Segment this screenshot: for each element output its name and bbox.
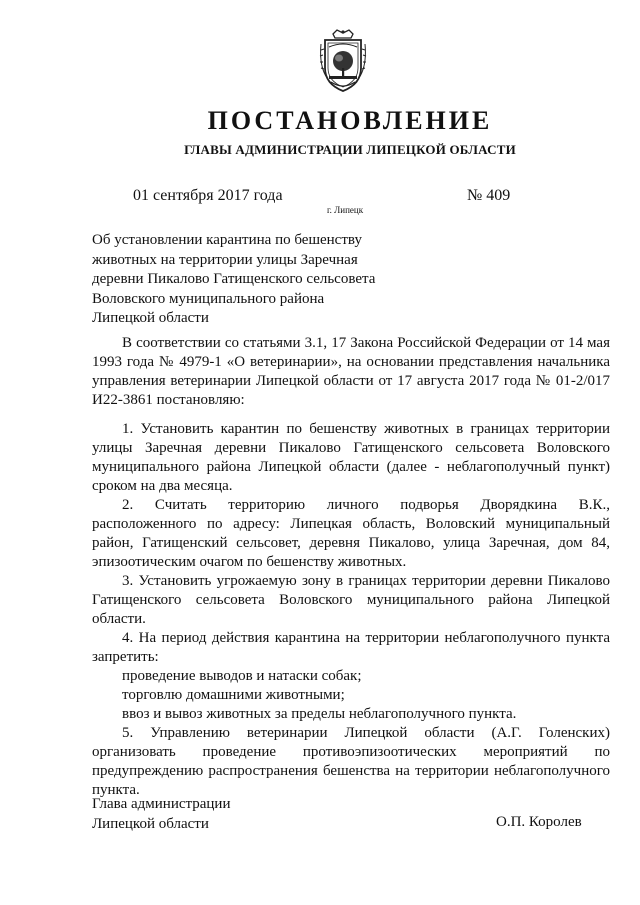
subject-line: деревни Пикалово Гатищенского сельсовета: [92, 271, 376, 287]
signature-position-line: Липецкой области: [92, 816, 209, 832]
item-4-paragraph: 4. На период действия карантина на территории неблагополучного пункта запретить:: [92, 630, 610, 665]
preamble-paragraph: В соответствии со статьями 3.1, 17 Закона Российской Федерации от 14 мая 1993 года № 4979-1 «О ветеринарии», на основании представления начальника управления ветеринарии Липецкой области от 17 августа 2017 года № 01-2/017 И22-3861 постановляю:: [92, 335, 610, 408]
document-number: № 409: [467, 187, 511, 204]
document-subject: [92, 231, 382, 329]
subject-line: Об установлении карантина по бешенству: [92, 232, 362, 248]
item-4-subitem: торговлю домашними животными;: [122, 687, 345, 703]
item-1-paragraph: 1. Установить карантин по бешенству животных в границах территории улицы Заречная деревни Пикалово Гатищенского сельсовета Воловского муниципального района Липецкой области (далее - неблагополучный пункт) сроком на два месяца.: [92, 421, 610, 494]
signature-position-line: Глава администрации: [92, 796, 231, 812]
subject-line: Воловского муниципального района: [92, 290, 325, 307]
subject-line: животных на территории улицы Заречная: [92, 251, 358, 268]
item-3-paragraph: 3. Установить угрожаемую зону в границах территории деревни Пикалово Гатищенского сельсовета Воловского муниципального района Липецкой области.: [92, 573, 610, 627]
subject-line: Липецкой области: [92, 310, 209, 326]
regional-emblem: [319, 28, 367, 94]
document-title: ПОСТАНОВЛЕНИЕ: [207, 106, 493, 135]
signature-name: О.П. Королев: [496, 814, 582, 830]
item-4-subitem: ввоз и вывоз животных за пределы неблагополучного пункта.: [122, 706, 517, 722]
document-date: 01 сентября 2017 года: [133, 187, 283, 204]
document-city: г. Липецк: [327, 205, 364, 215]
document-subtitle: ГЛАВЫ АДМИНИСТРАЦИИ ЛИПЕЦКОЙ ОБЛАСТИ: [184, 142, 516, 157]
item-5-paragraph: 5. Управлению ветеринарии Липецкой области (А.Г. Голенских) организовать проведение противоэпизоотических мероприятий по предупреждению распространения бешенства на территории неблагополучного пункта.: [92, 725, 610, 798]
item-4-subitem: проведение выводов и натаски собак;: [122, 668, 362, 684]
item-2-paragraph: 2. Считать территорию личного подворья Дворядкина В.К., расположенного по адресу: Липецкая область, Воловский муниципальный район, Гатищенский сельсовет, деревня Пикалово, улица Заречная, дом 84, эпизоотическим очагом по бешенству животных.: [92, 497, 610, 570]
signature-position: [92, 794, 230, 834]
document-body: [92, 334, 610, 800]
